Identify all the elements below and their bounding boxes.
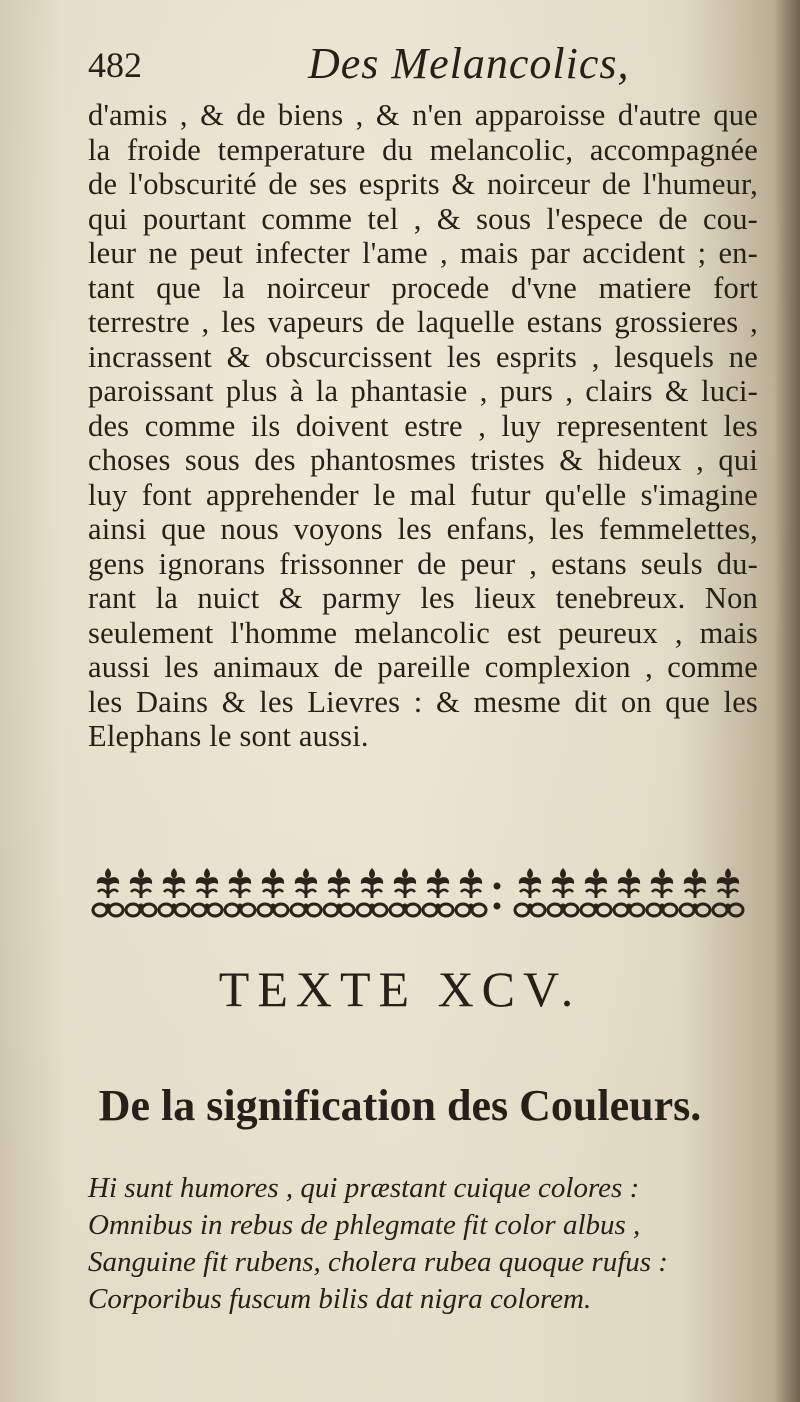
- body-line: des comme ils doivent estre , luy representent les: [88, 408, 758, 443]
- page-header: [88, 36, 768, 96]
- body-line: choses sous des phantosmes tristes & hideux , qui: [88, 443, 758, 477]
- body-line: incrassent & obscurcissent les esprits , lesquels ne: [88, 339, 758, 374]
- fleuron-unit: [93, 868, 123, 916]
- running-head: Des Melancolics,: [308, 39, 630, 88]
- ornament-colon-dot: [494, 883, 501, 890]
- section-title: TEXTE XCV.: [218, 961, 582, 1017]
- fleuron-unit: [192, 868, 222, 916]
- ornament-colon-dot: [494, 903, 501, 910]
- body-line: la froide temperature du melancolic, accompagnée: [88, 132, 758, 167]
- fleuron-unit: [614, 868, 644, 916]
- body-line: qui pourtant comme tel , & sous l'espece de cou-: [88, 201, 758, 236]
- fleuron-unit: [324, 868, 354, 916]
- body-line: leur ne peut infecter l'ame , mais par accident ; en-: [88, 236, 758, 270]
- fleuron-unit: [548, 868, 578, 916]
- verse-line: Omnibus in rebus de phlegmate fit color albus ,: [88, 1209, 641, 1241]
- fleuron-unit: [456, 868, 486, 916]
- body-line: Elephans le sont aussi.: [88, 719, 369, 753]
- fleuron-unit: [357, 868, 387, 916]
- fleuron-unit: [159, 868, 189, 916]
- fleuron-unit: [581, 868, 611, 916]
- body-line: rant la nuict & parmy les lieux tenebreux. Non: [88, 581, 758, 615]
- fleuron-unit: [126, 868, 156, 916]
- verse-line: Hi sunt humores , qui præstant cuique colores :: [88, 1172, 640, 1204]
- body-line: tant que la noirceur procede d'vne matiere fort: [88, 270, 758, 305]
- latin-verse: [88, 1170, 758, 1318]
- body-paragraph: [88, 98, 758, 754]
- verse-line: Sanguine fit rubens, cholera rubea quoque rufus :: [88, 1246, 668, 1278]
- body-line: ainsi que nous voyons les enfans, les femmelettes,: [88, 512, 758, 546]
- body-line: seulement l'homme melancolic est peureux , mais: [88, 615, 758, 650]
- section-subtitle: De la signification des Couleurs.: [98, 1081, 702, 1130]
- body-line: paroissant plus à la phantasie , purs , clairs & luci-: [88, 374, 758, 408]
- fleuron-unit: [647, 868, 677, 916]
- page-number: 482: [88, 45, 142, 85]
- fleuron-unit: [258, 868, 288, 916]
- body-line: les Dains & les Lievres : & mesme dit on que les: [88, 684, 758, 719]
- fleuron-unit: [423, 868, 453, 916]
- body-line: gens ignorans frissonner de peur , estans seuls du-: [88, 546, 758, 581]
- fleuron-band-icon: [90, 866, 758, 924]
- fleuron-unit: [291, 868, 321, 916]
- fleuron-unit: [225, 868, 255, 916]
- fleuron-unit: [713, 868, 743, 916]
- fleuron-unit: [515, 868, 545, 916]
- body-line: de l'obscurité de ses esprits & noirceur de l'humeur,: [88, 167, 758, 201]
- page-gutter-shadow: [772, 0, 800, 1402]
- fleuron-unit: [680, 868, 710, 916]
- body-line: terrestre , les vapeurs de laquelle estans grossieres ,: [88, 305, 758, 339]
- fleuron-unit: [390, 868, 420, 916]
- verse-line: Corporibus fuscum bilis dat nigra colorem.: [88, 1283, 592, 1315]
- body-line: d'amis , & de biens , & n'en apparoisse d'autre que: [88, 98, 758, 132]
- body-line: luy font apprehender le mal futur qu'elle s'imagine: [88, 477, 758, 512]
- body-line: aussi les animaux de pareille complexion , comme: [88, 650, 758, 684]
